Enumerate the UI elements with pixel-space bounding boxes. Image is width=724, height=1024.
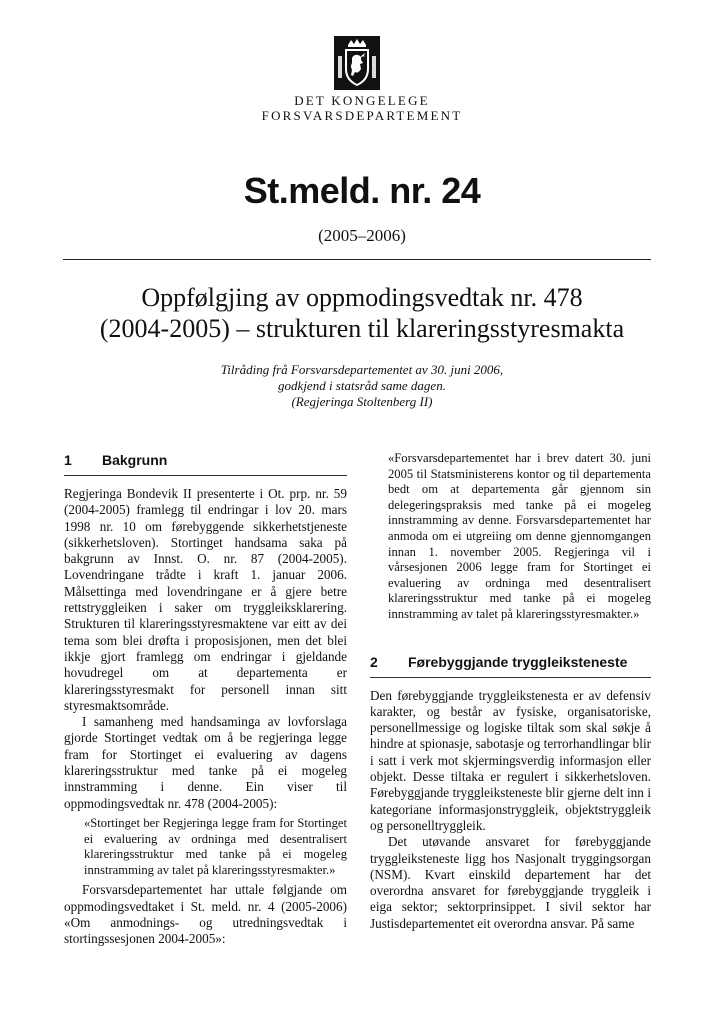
section-body bbox=[370, 688, 651, 932]
subtitle-line1: Tilråding frå Forsvarsdepartementet av 30. juni 2006, bbox=[220, 362, 504, 377]
title-line1: Oppfølgjing av oppmodingsvedtak nr. 478 bbox=[141, 283, 583, 312]
subtitle-line3: (Regjeringa Stoltenberg II) bbox=[291, 394, 433, 409]
subtitle-line2: godkjend i statsråd same dagen. bbox=[278, 378, 446, 393]
document-number: St.meld. nr. 24 bbox=[243, 170, 481, 211]
session-years: (2005–2006) bbox=[318, 226, 406, 245]
subtitle bbox=[100, 362, 624, 410]
heading-rule bbox=[64, 475, 347, 476]
department-name-line2: FORSVARSDEPARTEMENT bbox=[261, 108, 463, 123]
section-title: Førebyggjande tryggleiksteneste bbox=[408, 653, 628, 670]
paragraph: Regjeringa Bondevik II presenterte i Ot. prp. nr. 59 (2004-2005) framlegg til endringar i lov 20. mars 1998 nr. 10 om førebyggende sikkerhetstjeneste (sikkerhetsloven). Stortinget handsama saka på bakgrunn av Innst. O. nr. 87 (2004-2005). Lovendringane trådte i kraft 1. januar 2006. Målsettinga med lovendringane er å gjere betre rettstryggleiken i saker om tryggleiksklarering. Strukturen til klareringsstyresmaktene var eitt av dei tema som blei drøfta i proposisjonen, men det blei ikkje gjort framlegg om endringar i gjeldande hovudregel om at departementa er klareringsstyresmakt for personell innan sitt styresmaktsområde. bbox=[64, 486, 347, 713]
right-column bbox=[370, 451, 651, 932]
section-title: Bakgrunn bbox=[102, 452, 168, 468]
page-title bbox=[40, 282, 684, 344]
section-body bbox=[64, 486, 347, 948]
quote-text: «Forsvarsdepartementet har i brev datert 30. juni 2005 til Statsministerens kontor og til departementa bedt om at departementa går gjennom sin delegeringspraksis med tanke på ei mogeleg innstramming av denne. Forsvarsdepartementet har anmoda om ei utgreiing om denne gjennomgangen innan 1. november 2005. Regjeringa vil i vårsesjonen 2006 legge fram for Stortinget ei evaluering av ordninga med desentralisert klareringsstruktur med tanke på ei mogeleg innstramming av talet på klareringsstyresmakter.» bbox=[388, 451, 651, 621]
block-quote bbox=[370, 451, 651, 623]
block-quote bbox=[64, 816, 347, 878]
spacer bbox=[370, 627, 651, 653]
title-line2: (2004-2005) – strukturen til klareringsstyresmakta bbox=[99, 314, 625, 343]
divider bbox=[63, 259, 651, 260]
section-heading bbox=[64, 451, 347, 469]
paragraph: Forsvarsdepartementet har uttale følgjande om oppmodingsvedtaket i St. meld. nr. 4 (2005-2006) «Om anmodnings- og utredningsvedtak i stortingssesjonen 2004-2005»: bbox=[64, 882, 347, 947]
section-number: 2 bbox=[370, 653, 378, 670]
paragraph: Det utøvande ansvaret for førebyggjande tryggleiksteneste ligg hos Nasjonalt tryggingsorgan (NSM). Kvart einskild departement har det overordna ansvaret for førebyggjande tryggleik i eiga sektor; sektorprinsippet. I sivil sektor har Justisdepartementet eit overordna ansvar. På same bbox=[370, 834, 651, 931]
paragraph: Den førebyggjande tryggleikstenesta er av defensiv karakter, og består av fysiske, organisatoriske, personellmessige og logiske tiltak som skal søkje å hindre at spionasje, sabotasje og terrorhandlingar blir i satt i verk mot skjermingsverdig informasjon eller objekt. Desse tiltaka er regulert i sikkerhetsloven. Førebyggjande tryggleiksteneste blir gjerne delt inn i kategoriane informasjonstryggleik, objektstryggleik og personelltryggleik. bbox=[370, 687, 651, 833]
heading-rule bbox=[370, 677, 651, 678]
coat-of-arms-icon bbox=[334, 36, 380, 90]
paragraph: I samanheng med handsaminga av lovforslaga gjorde Stortinget vedtak om å be regjeringa legge fram for Stortinget ei evaluering av dagens klareringsstruktur med tanke på ei mogeleg innstramming i denne. Ein viser til oppmodingsvedtak nr. 478 (2004-2005): bbox=[64, 714, 347, 811]
quote-text: «Stortinget ber Regjeringa legge fram for Stortinget ei evaluering av ordninga med desentralisert klareringsstruktur med tanke på ei mogeleg innstramming av talet på klareringsstyresmakter.» bbox=[84, 815, 347, 877]
section-number: 1 bbox=[64, 452, 72, 468]
section-heading bbox=[370, 653, 651, 671]
department-name-line1: DET KONGELEGE bbox=[294, 93, 430, 108]
left-column bbox=[64, 451, 347, 948]
